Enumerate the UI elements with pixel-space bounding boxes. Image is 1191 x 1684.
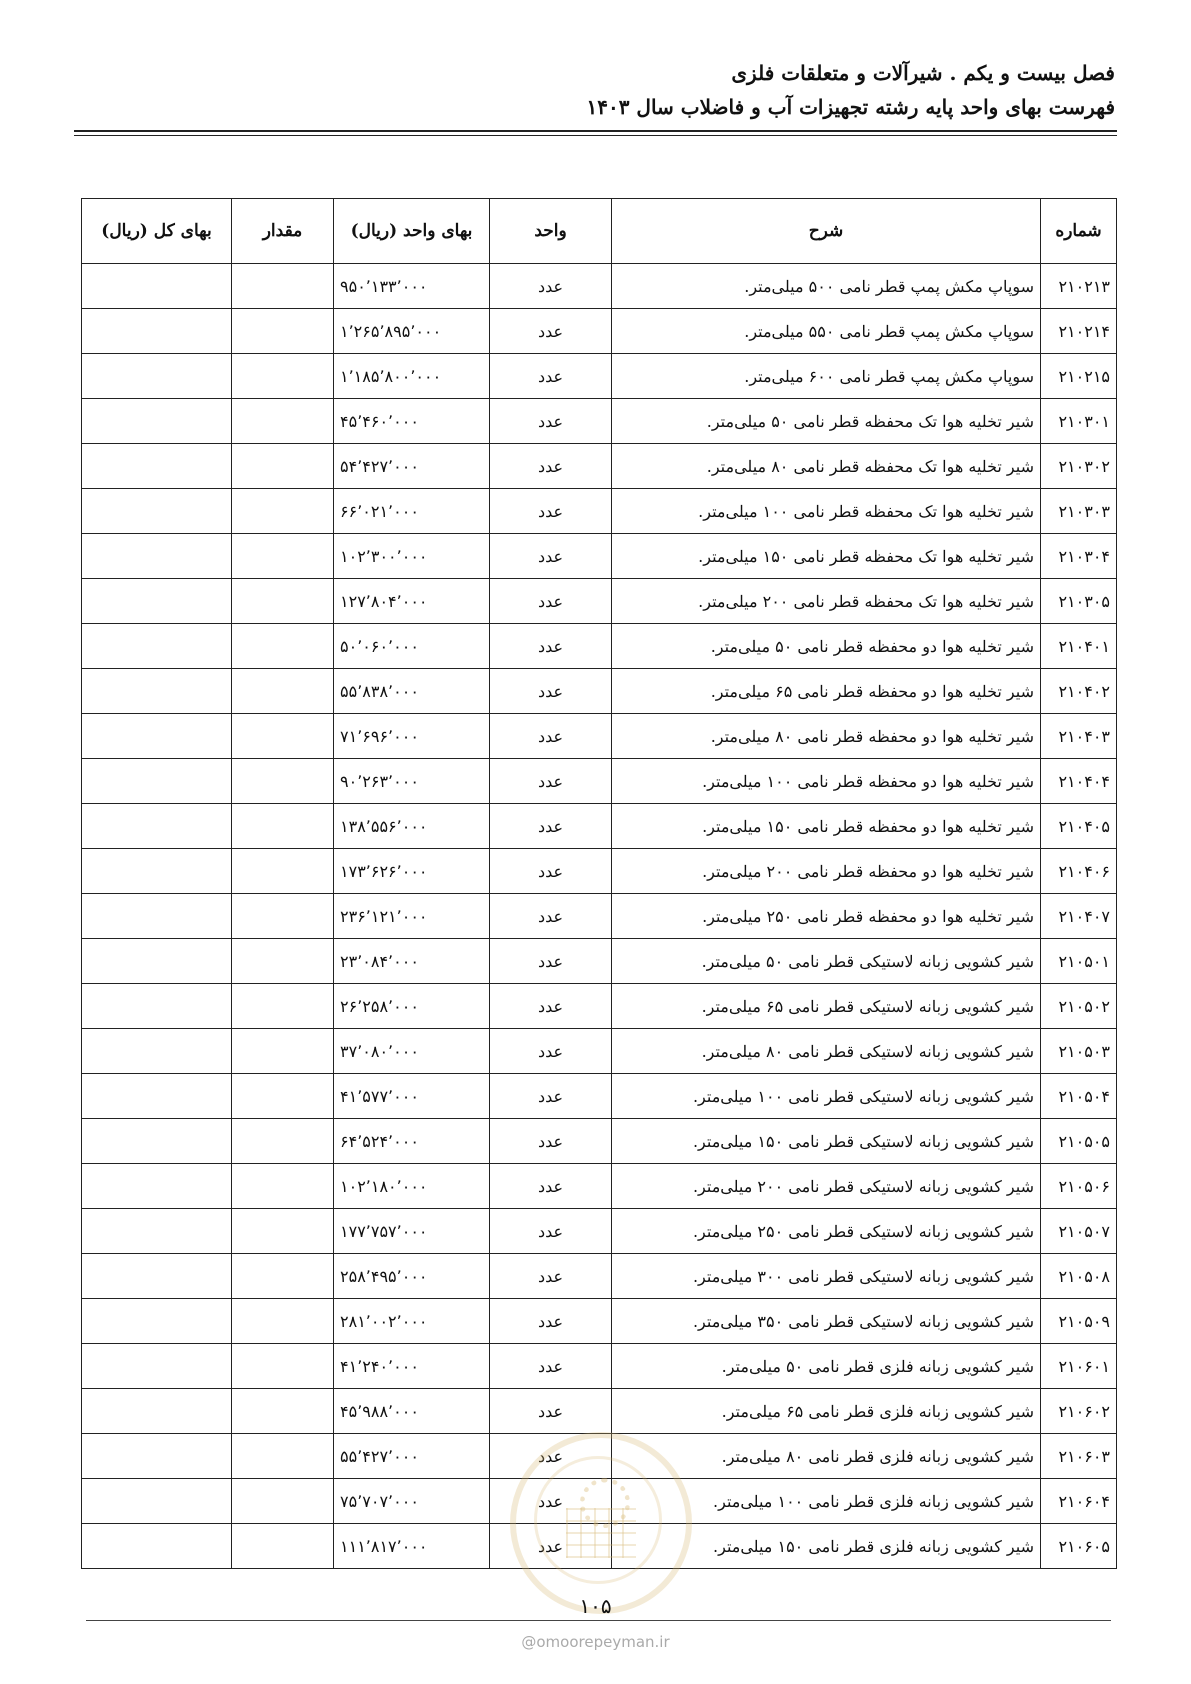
item-total-price [82, 1119, 232, 1164]
item-unit: عدد [490, 1029, 612, 1074]
item-unit-price: ۱٬۲۶۵٬۸۹۵٬۰۰۰ [334, 309, 490, 354]
item-total-price [82, 1029, 232, 1074]
item-unit-price: ۵۴٬۴۲۷٬۰۰۰ [334, 444, 490, 489]
item-total-price [82, 624, 232, 669]
item-description: شیر تخلیه هوا دو محفظه قطر نامی ۵۰ میلی‌متر. [612, 624, 1041, 669]
table-row [82, 1254, 1117, 1299]
item-number: ۲۱۰۴۰۵ [1041, 804, 1117, 849]
item-description: شیر کشویی زبانه فلزی قطر نامی ۶۵ میلی‌متر. [612, 1389, 1041, 1434]
item-description: شیر تخلیه هوا دو محفظه قطر نامی ۸۰ میلی‌متر. [612, 714, 1041, 759]
item-number: ۲۱۰۳۰۳ [1041, 489, 1117, 534]
item-description: شیر تخلیه هوا تک محفظه قطر نامی ۵۰ میلی‌متر. [612, 399, 1041, 444]
item-quantity [232, 1074, 334, 1119]
item-unit-price: ۶۶٬۰۲۱٬۰۰۰ [334, 489, 490, 534]
item-quantity [232, 1524, 334, 1569]
item-unit-price: ۱۰۲٬۱۸۰٬۰۰۰ [334, 1164, 490, 1209]
item-unit-price: ۲۳٬۰۸۴٬۰۰۰ [334, 939, 490, 984]
item-quantity [232, 444, 334, 489]
item-unit: عدد [490, 1254, 612, 1299]
item-total-price [82, 1254, 232, 1299]
item-unit-price: ۴۵٬۹۸۸٬۰۰۰ [334, 1389, 490, 1434]
item-unit-price: ۲۸۱٬۰۰۲٬۰۰۰ [334, 1299, 490, 1344]
item-total-price [82, 759, 232, 804]
item-total-price [82, 1209, 232, 1254]
item-quantity [232, 354, 334, 399]
item-unit: عدد [490, 1434, 612, 1479]
item-number: ۲۱۰۵۰۹ [1041, 1299, 1117, 1344]
item-number: ۲۱۰۶۰۲ [1041, 1389, 1117, 1434]
column-header-quantity: مقدار [232, 199, 334, 264]
column-header-unit-price: بهای واحد (ریال) [334, 199, 490, 264]
item-total-price [82, 489, 232, 534]
table-row [82, 579, 1117, 624]
table-row [82, 1209, 1117, 1254]
item-description: شیر کشویی زبانه فلزی قطر نامی ۱۵۰ میلی‌متر. [612, 1524, 1041, 1569]
item-total-price [82, 1434, 232, 1479]
item-unit-price: ۲۵۸٬۴۹۵٬۰۰۰ [334, 1254, 490, 1299]
item-unit: عدد [490, 264, 612, 309]
item-total-price [82, 939, 232, 984]
item-unit: عدد [490, 849, 612, 894]
item-total-price [82, 264, 232, 309]
item-number: ۲۱۰۵۰۸ [1041, 1254, 1117, 1299]
item-quantity [232, 264, 334, 309]
item-unit: عدد [490, 624, 612, 669]
item-quantity [232, 1119, 334, 1164]
item-total-price [82, 1389, 232, 1434]
table-header-row [82, 199, 1117, 264]
item-description: شیر تخلیه هوا دو محفظه قطر نامی ۲۵۰ میلی‌متر. [612, 894, 1041, 939]
item-unit-price: ۴۵٬۴۶۰٬۰۰۰ [334, 399, 490, 444]
item-quantity [232, 579, 334, 624]
item-unit-price: ۵۵٬۸۳۸٬۰۰۰ [334, 669, 490, 714]
item-number: ۲۱۰۲۱۴ [1041, 309, 1117, 354]
item-total-price [82, 1344, 232, 1389]
item-description: شیر تخلیه هوا تک محفظه قطر نامی ۱۵۰ میلی‌متر. [612, 534, 1041, 579]
item-quantity [232, 1434, 334, 1479]
column-header-description: شرح [612, 199, 1041, 264]
item-description: شیر تخلیه هوا تک محفظه قطر نامی ۱۰۰ میلی‌متر. [612, 489, 1041, 534]
item-unit: عدد [490, 804, 612, 849]
item-number: ۲۱۰۴۰۳ [1041, 714, 1117, 759]
item-unit-price: ۱٬۱۸۵٬۸۰۰٬۰۰۰ [334, 354, 490, 399]
item-quantity [232, 1299, 334, 1344]
column-header-unit: واحد [490, 199, 612, 264]
column-header-total-price: بهای کل (ریال) [82, 199, 232, 264]
table-row [82, 444, 1117, 489]
item-unit: عدد [490, 1479, 612, 1524]
item-unit: عدد [490, 444, 612, 489]
table-row [82, 1524, 1117, 1569]
item-unit-price: ۳۷٬۰۸۰٬۰۰۰ [334, 1029, 490, 1074]
item-unit-price: ۱۰۲٬۳۰۰٬۰۰۰ [334, 534, 490, 579]
item-quantity [232, 624, 334, 669]
item-number: ۲۱۰۶۰۱ [1041, 1344, 1117, 1389]
item-total-price [82, 804, 232, 849]
item-total-price [82, 309, 232, 354]
document-subtitle: فهرست بهای واحد پایه رشته تجهیزات آب و فاضلاب سال ۱۴۰۳ [586, 95, 1115, 119]
item-unit-price: ۱۷۳٬۶۲۶٬۰۰۰ [334, 849, 490, 894]
item-description: شیر کشویی زبانه لاستیکی قطر نامی ۱۰۰ میلی‌متر. [612, 1074, 1041, 1119]
table-row [82, 1074, 1117, 1119]
item-unit: عدد [490, 1119, 612, 1164]
item-total-price [82, 714, 232, 759]
item-unit-price: ۴۱٬۲۴۰٬۰۰۰ [334, 1344, 490, 1389]
item-description: شیر کشویی زبانه لاستیکی قطر نامی ۲۵۰ میلی‌متر. [612, 1209, 1041, 1254]
item-number: ۲۱۰۴۰۴ [1041, 759, 1117, 804]
item-number: ۲۱۰۶۰۵ [1041, 1524, 1117, 1569]
item-total-price [82, 1299, 232, 1344]
table-row [82, 939, 1117, 984]
item-unit-price: ۱۳۸٬۵۵۶٬۰۰۰ [334, 804, 490, 849]
column-header-number: شماره [1041, 199, 1117, 264]
item-description: سوپاپ مکش پمپ قطر نامی ۵۵۰ میلی‌متر. [612, 309, 1041, 354]
table-row [82, 1299, 1117, 1344]
table-row [82, 849, 1117, 894]
item-description: شیر تخلیه هوا تک محفظه قطر نامی ۸۰ میلی‌متر. [612, 444, 1041, 489]
table-row [82, 489, 1117, 534]
item-unit: عدد [490, 669, 612, 714]
item-quantity [232, 804, 334, 849]
item-total-price [82, 534, 232, 579]
item-quantity [232, 669, 334, 714]
item-quantity [232, 984, 334, 1029]
item-total-price [82, 1479, 232, 1524]
item-quantity [232, 849, 334, 894]
page-header [76, 56, 1115, 124]
footer-rule [86, 1620, 1111, 1621]
table-row [82, 669, 1117, 714]
item-unit-price: ۵۵٬۴۲۷٬۰۰۰ [334, 1434, 490, 1479]
table-row [82, 1164, 1117, 1209]
item-unit: عدد [490, 309, 612, 354]
item-description: شیر تخلیه هوا دو محفظه قطر نامی ۶۵ میلی‌متر. [612, 669, 1041, 714]
item-unit-price: ۹۰٬۲۶۳٬۰۰۰ [334, 759, 490, 804]
item-description: شیر کشویی زبانه لاستیکی قطر نامی ۶۵ میلی‌متر. [612, 984, 1041, 1029]
header-rule-thin [74, 135, 1117, 136]
table-row [82, 354, 1117, 399]
item-total-price [82, 579, 232, 624]
item-description: شیر کشویی زبانه لاستیکی قطر نامی ۳۰۰ میلی‌متر. [612, 1254, 1041, 1299]
item-unit: عدد [490, 1524, 612, 1569]
item-number: ۲۱۰۵۰۱ [1041, 939, 1117, 984]
item-total-price [82, 1074, 232, 1119]
item-total-price [82, 894, 232, 939]
item-quantity [232, 1389, 334, 1434]
item-number: ۲۱۰۵۰۳ [1041, 1029, 1117, 1074]
item-unit-price: ۹۵۰٬۱۳۳٬۰۰۰ [334, 264, 490, 309]
item-description: شیر تخلیه هوا دو محفظه قطر نامی ۲۰۰ میلی‌متر. [612, 849, 1041, 894]
item-unit-price: ۵۰٬۰۶۰٬۰۰۰ [334, 624, 490, 669]
item-number: ۲۱۰۶۰۳ [1041, 1434, 1117, 1479]
item-unit-price: ۶۴٬۵۲۴٬۰۰۰ [334, 1119, 490, 1164]
table-row [82, 399, 1117, 444]
item-number: ۲۱۰۵۰۴ [1041, 1074, 1117, 1119]
item-unit-price: ۷۵٬۷۰۷٬۰۰۰ [334, 1479, 490, 1524]
item-total-price [82, 984, 232, 1029]
item-unit: عدد [490, 1389, 612, 1434]
item-quantity [232, 1164, 334, 1209]
item-total-price [82, 1524, 232, 1569]
item-number: ۲۱۰۲۱۳ [1041, 264, 1117, 309]
item-quantity [232, 489, 334, 534]
item-quantity [232, 1344, 334, 1389]
item-total-price [82, 444, 232, 489]
item-quantity [232, 534, 334, 579]
item-number: ۲۱۰۳۰۵ [1041, 579, 1117, 624]
table-row [82, 1389, 1117, 1434]
item-description: شیر کشویی زبانه لاستیکی قطر نامی ۸۰ میلی‌متر. [612, 1029, 1041, 1074]
item-unit: عدد [490, 1299, 612, 1344]
price-list-table [81, 198, 1117, 1569]
table-row [82, 1344, 1117, 1389]
header-rule-thick [74, 130, 1117, 132]
chapter-title: فصل بیست و یکم . شیرآلات و متعلقات فلزی [731, 61, 1115, 85]
item-description: شیر کشویی زبانه فلزی قطر نامی ۵۰ میلی‌متر. [612, 1344, 1041, 1389]
item-number: ۲۱۰۳۰۲ [1041, 444, 1117, 489]
item-number: ۲۱۰۵۰۲ [1041, 984, 1117, 1029]
item-description: شیر کشویی زبانه لاستیکی قطر نامی ۱۵۰ میلی‌متر. [612, 1119, 1041, 1164]
item-description: سوپاپ مکش پمپ قطر نامی ۶۰۰ میلی‌متر. [612, 354, 1041, 399]
item-number: ۲۱۰۵۰۷ [1041, 1209, 1117, 1254]
item-number: ۲۱۰۴۰۷ [1041, 894, 1117, 939]
item-unit: عدد [490, 1209, 612, 1254]
item-description: شیر تخلیه هوا دو محفظه قطر نامی ۱۵۰ میلی‌متر. [612, 804, 1041, 849]
table-row [82, 624, 1117, 669]
item-description: شیر تخلیه هوا دو محفظه قطر نامی ۱۰۰ میلی‌متر. [612, 759, 1041, 804]
item-total-price [82, 669, 232, 714]
item-unit: عدد [490, 579, 612, 624]
item-number: ۲۱۰۲۱۵ [1041, 354, 1117, 399]
item-quantity [232, 939, 334, 984]
item-quantity [232, 399, 334, 444]
item-number: ۲۱۰۳۰۴ [1041, 534, 1117, 579]
item-unit-price: ۱۲۷٬۸۰۴٬۰۰۰ [334, 579, 490, 624]
item-quantity [232, 1209, 334, 1254]
item-unit: عدد [490, 939, 612, 984]
item-number: ۲۱۰۴۰۲ [1041, 669, 1117, 714]
item-number: ۲۱۰۶۰۴ [1041, 1479, 1117, 1524]
item-unit: عدد [490, 534, 612, 579]
item-unit-price: ۲۳۶٬۱۲۱٬۰۰۰ [334, 894, 490, 939]
item-description: شیر کشویی زبانه لاستیکی قطر نامی ۳۵۰ میلی‌متر. [612, 1299, 1041, 1344]
item-total-price [82, 354, 232, 399]
website-watermark: @omoorepeyman.ir [521, 1633, 670, 1651]
table-row [82, 804, 1117, 849]
item-unit: عدد [490, 714, 612, 759]
item-quantity [232, 894, 334, 939]
item-unit-price: ۴۱٬۵۷۷٬۰۰۰ [334, 1074, 490, 1119]
item-description: شیر کشویی زبانه فلزی قطر نامی ۸۰ میلی‌متر. [612, 1434, 1041, 1479]
item-unit: عدد [490, 489, 612, 534]
item-unit: عدد [490, 759, 612, 804]
item-unit: عدد [490, 354, 612, 399]
item-description: شیر تخلیه هوا تک محفظه قطر نامی ۲۰۰ میلی‌متر. [612, 579, 1041, 624]
item-unit: عدد [490, 399, 612, 444]
item-unit-price: ۲۶٬۲۵۸٬۰۰۰ [334, 984, 490, 1029]
table-row [82, 264, 1117, 309]
item-total-price [82, 399, 232, 444]
item-quantity [232, 1029, 334, 1074]
item-unit: عدد [490, 1344, 612, 1389]
item-description: شیر کشویی زبانه فلزی قطر نامی ۱۰۰ میلی‌متر. [612, 1479, 1041, 1524]
item-total-price [82, 1164, 232, 1209]
item-description: شیر کشویی زبانه لاستیکی قطر نامی ۲۰۰ میلی‌متر. [612, 1164, 1041, 1209]
table-row [82, 714, 1117, 759]
table-row [82, 984, 1117, 1029]
item-unit-price: ۷۱٬۶۹۶٬۰۰۰ [334, 714, 490, 759]
item-number: ۲۱۰۴۰۶ [1041, 849, 1117, 894]
item-number: ۲۱۰۳۰۱ [1041, 399, 1117, 444]
item-unit-price: ۱۷۷٬۷۵۷٬۰۰۰ [334, 1209, 490, 1254]
item-quantity [232, 309, 334, 354]
item-quantity [232, 759, 334, 804]
item-unit-price: ۱۱۱٬۸۱۷٬۰۰۰ [334, 1524, 490, 1569]
item-description: شیر کشویی زبانه لاستیکی قطر نامی ۵۰ میلی‌متر. [612, 939, 1041, 984]
table-row [82, 309, 1117, 354]
table-row [82, 894, 1117, 939]
table-row [82, 1479, 1117, 1524]
table-row [82, 1119, 1117, 1164]
item-description: سوپاپ مکش پمپ قطر نامی ۵۰۰ میلی‌متر. [612, 264, 1041, 309]
item-unit: عدد [490, 1164, 612, 1209]
item-unit: عدد [490, 984, 612, 1029]
item-quantity [232, 714, 334, 759]
table-row [82, 1029, 1117, 1074]
item-total-price [82, 849, 232, 894]
item-unit: عدد [490, 1074, 612, 1119]
item-quantity [232, 1254, 334, 1299]
table-row [82, 759, 1117, 804]
item-number: ۲۱۰۴۰۱ [1041, 624, 1117, 669]
page-number: ۱۰۵ [579, 1594, 612, 1618]
item-number: ۲۱۰۵۰۶ [1041, 1164, 1117, 1209]
item-unit: عدد [490, 894, 612, 939]
item-quantity [232, 1479, 334, 1524]
table-row [82, 1434, 1117, 1479]
item-number: ۲۱۰۵۰۵ [1041, 1119, 1117, 1164]
table-row [82, 534, 1117, 579]
